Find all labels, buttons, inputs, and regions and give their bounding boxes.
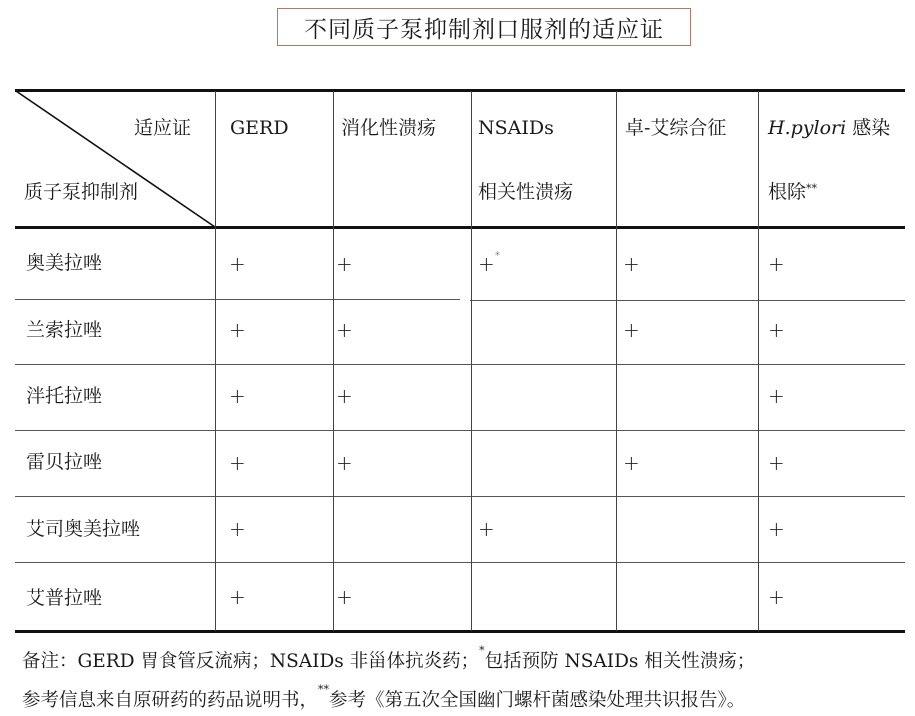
table-cell-mark: +	[229, 517, 246, 541]
footnote-marker: *	[479, 644, 485, 657]
table-cell-mark: +	[336, 451, 353, 475]
column-header-hpylori	[768, 117, 890, 139]
corner-label-ppi: 质子泵抑制剂	[24, 181, 139, 203]
footnote-text: 参考《第五次全国幽门螺杆菌感染处理共识报告》。	[329, 690, 746, 711]
table-cell-mark: +	[336, 318, 353, 342]
table-cell-mark: +	[623, 252, 640, 276]
table-cell-mark: +	[229, 318, 246, 342]
row-label-lansoprazole: 兰索拉唑	[26, 319, 103, 341]
table-cell-mark: +	[768, 585, 785, 609]
table-cell-mark: +	[623, 451, 640, 475]
footnote-marker: **	[806, 182, 818, 195]
footnote-marker: **	[318, 683, 330, 696]
table-cell-mark: +	[336, 252, 353, 276]
column-header-hpylori-line2	[768, 181, 817, 203]
table-cell-mark: +	[768, 252, 785, 276]
hpylori-suffix: 感染	[846, 117, 891, 139]
footnote-text: 参考信息来自原研药的药品说明书，	[22, 690, 319, 711]
plus-mark: +	[478, 252, 495, 276]
footnote-line-2	[22, 683, 746, 712]
eradication-label: 根除	[768, 181, 807, 203]
table-cell-mark: +	[768, 451, 785, 475]
table-cell-mark: +	[229, 252, 246, 276]
corner-label-indication: 适应证	[134, 117, 192, 139]
column-header-peptic-ulcer: 消化性溃疡	[341, 117, 437, 139]
table-cell-mark: +	[768, 384, 785, 408]
table-cell-mark: +	[336, 384, 353, 408]
row-label-pantoprazole: 泮托拉唑	[26, 385, 103, 407]
hpylori-italic: H.pylori	[768, 117, 847, 139]
row-label-rabeprazole: 雷贝拉唑	[26, 451, 103, 473]
row-label-omeprazole: 奥美拉唑	[26, 252, 103, 274]
table-cell-mark: +	[229, 384, 246, 408]
table-cell-mark: +	[768, 517, 785, 541]
row-label-esomeprazole: 艾司奥美拉唑	[26, 518, 141, 540]
table-cell-mark: +	[336, 585, 353, 609]
column-header-zollinger-ellison: 卓-艾综合征	[625, 117, 727, 139]
table-cell-mark: +	[229, 451, 246, 475]
footnote-text: 包括预防 NSAIDs 相关性溃疡；	[484, 651, 756, 672]
table-cell-mark: +	[478, 517, 495, 541]
table-cell-mark	[478, 249, 501, 276]
footnote-text: 备注：GERD 胃食管反流病；NSAIDs 非甾体抗炎药；	[22, 651, 480, 672]
column-header-nsaids: NSAIDs	[478, 117, 554, 139]
table-cell-mark: +	[623, 318, 640, 342]
document-title: 不同质子泵抑制剂口服剂的适应证	[277, 8, 691, 46]
row-label-ilaprazole: 艾普拉唑	[26, 587, 103, 609]
table-cell-mark: +	[229, 585, 246, 609]
column-header-nsaids-line2: 相关性溃疡	[478, 181, 574, 203]
footnote-marker: *	[494, 249, 501, 262]
footnote-line-1	[22, 644, 756, 673]
column-header-gerd: GERD	[230, 117, 289, 139]
table-cell-mark: +	[768, 318, 785, 342]
